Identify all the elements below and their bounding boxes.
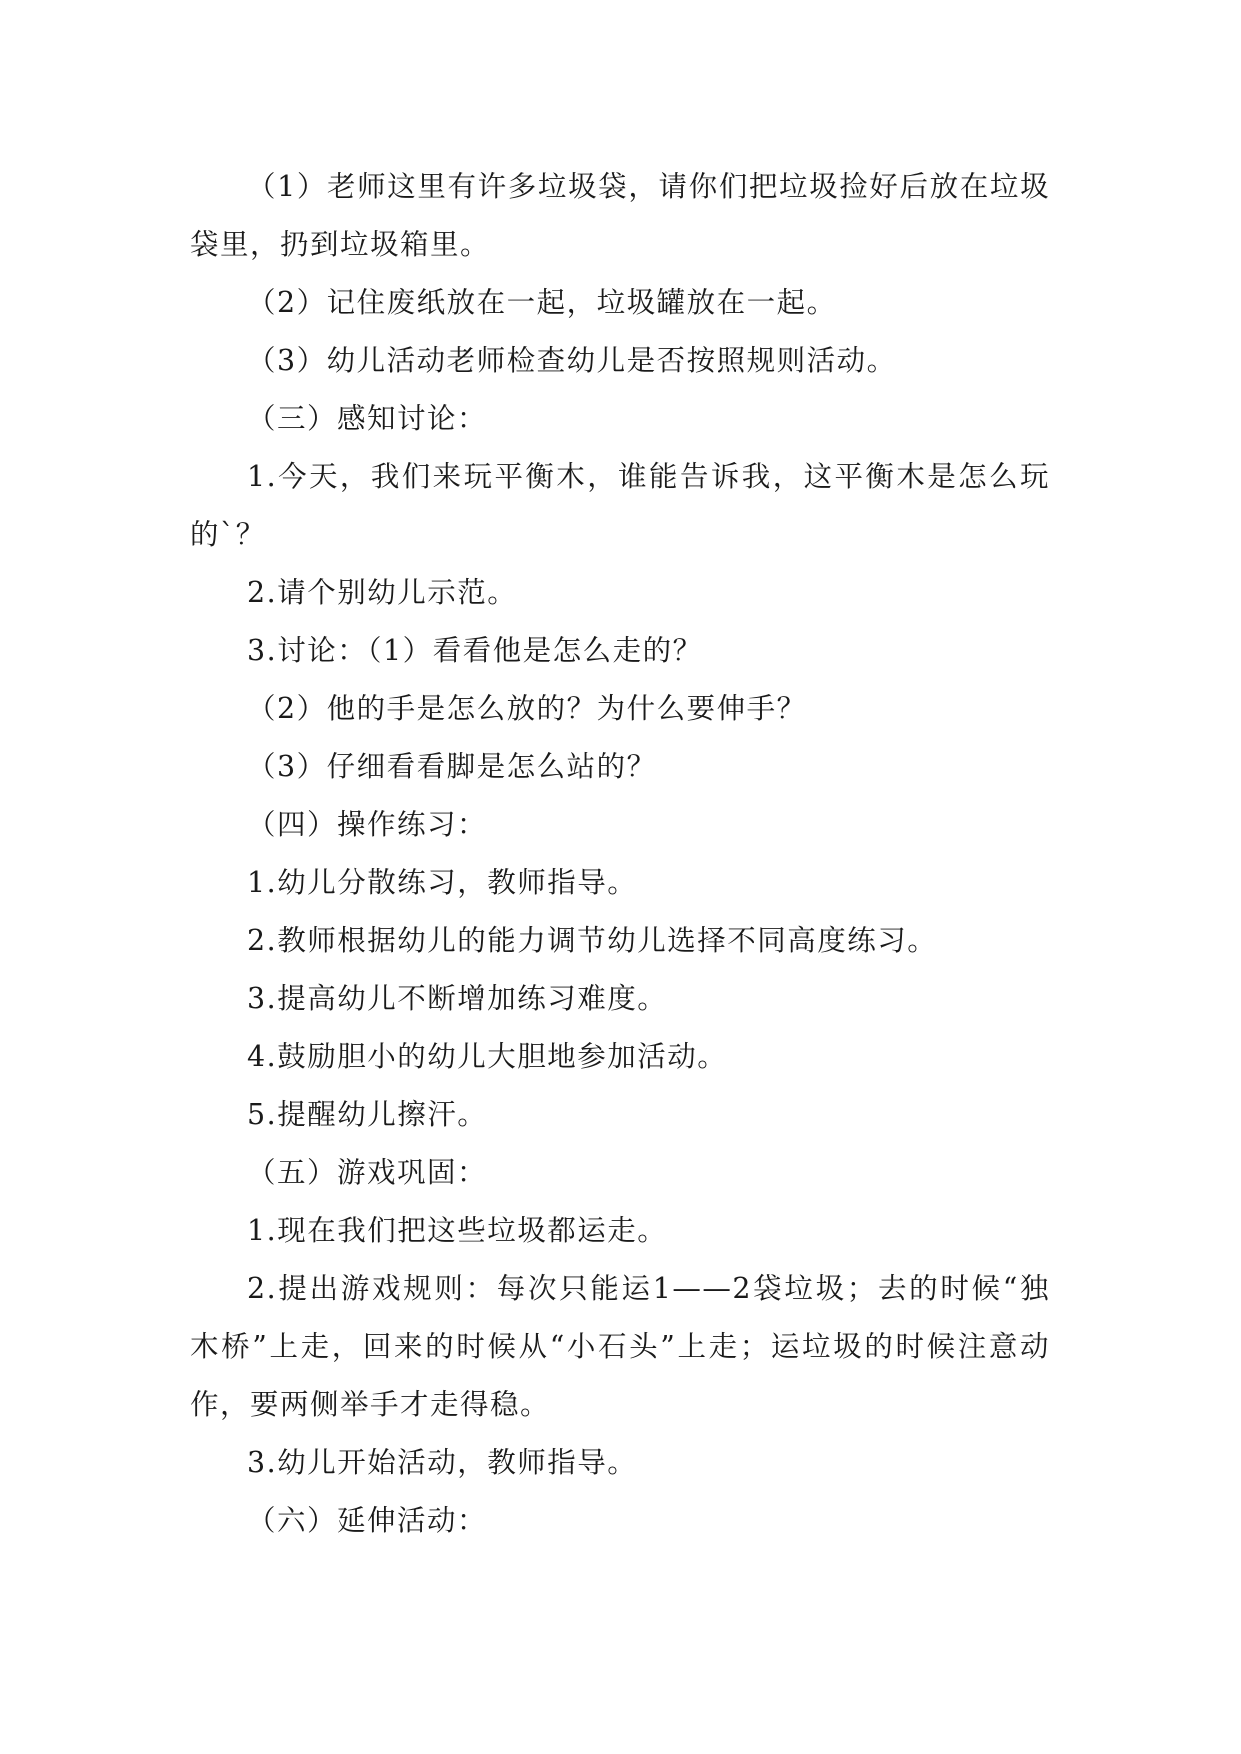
section-heading-6: （六）延伸活动： xyxy=(247,1504,488,1537)
paragraph-discussion-2: 2.请个别幼儿示范。 xyxy=(247,576,518,609)
document-body xyxy=(190,158,1050,1550)
paragraph-game-1: 1.现在我们把这些垃圾都运走。 xyxy=(247,1214,668,1247)
paragraph-practice-5: 5.提醒幼儿擦汗。 xyxy=(247,1098,488,1131)
paragraph-discussion-3-2: （2）他的手是怎么放的？为什么要伸手？ xyxy=(247,692,807,725)
section-heading-4: （四）操作练习： xyxy=(247,808,488,841)
paragraph-discussion-3: 3.讨论：（1）看看他是怎么走的？ xyxy=(247,634,703,667)
paragraph-rule-3: （3）幼儿活动老师检查幼儿是否按照规则活动。 xyxy=(247,344,897,377)
paragraph-rule-1: （1）老师这里有许多垃圾袋，请你们把垃圾捡好后放在垃圾袋里，扔到垃圾箱里。 xyxy=(190,170,1050,261)
paragraph-game-2: 2.提出游戏规则：每次只能运1——2袋垃圾；去的时候“独木桥”上走，回来的时候从“小石头”上走；运垃圾的时候注意动作，要两侧举手才走得稳。 xyxy=(190,1272,1050,1421)
paragraph-practice-3: 3.提高幼儿不断增加练习难度。 xyxy=(247,982,668,1015)
paragraph-rule-2: （2）记住废纸放在一起，垃圾罐放在一起。 xyxy=(247,286,837,319)
paragraph-practice-2: 2.教师根据幼儿的能力调节幼儿选择不同高度练习。 xyxy=(247,924,938,957)
paragraph-practice-4: 4.鼓励胆小的幼儿大胆地参加活动。 xyxy=(247,1040,728,1073)
section-heading-3: （三）感知讨论： xyxy=(247,402,488,435)
paragraph-game-3: 3.幼儿开始活动，教师指导。 xyxy=(247,1446,638,1479)
paragraph-discussion-3-3: （3）仔细看看脚是怎么站的？ xyxy=(247,750,657,783)
section-heading-5: （五）游戏巩固： xyxy=(247,1156,488,1189)
paragraph-practice-1: 1.幼儿分散练习，教师指导。 xyxy=(247,866,638,899)
paragraph-discussion-1: 1.今天，我们来玩平衡木，谁能告诉我，这平衡木是怎么玩的`？ xyxy=(190,460,1050,551)
